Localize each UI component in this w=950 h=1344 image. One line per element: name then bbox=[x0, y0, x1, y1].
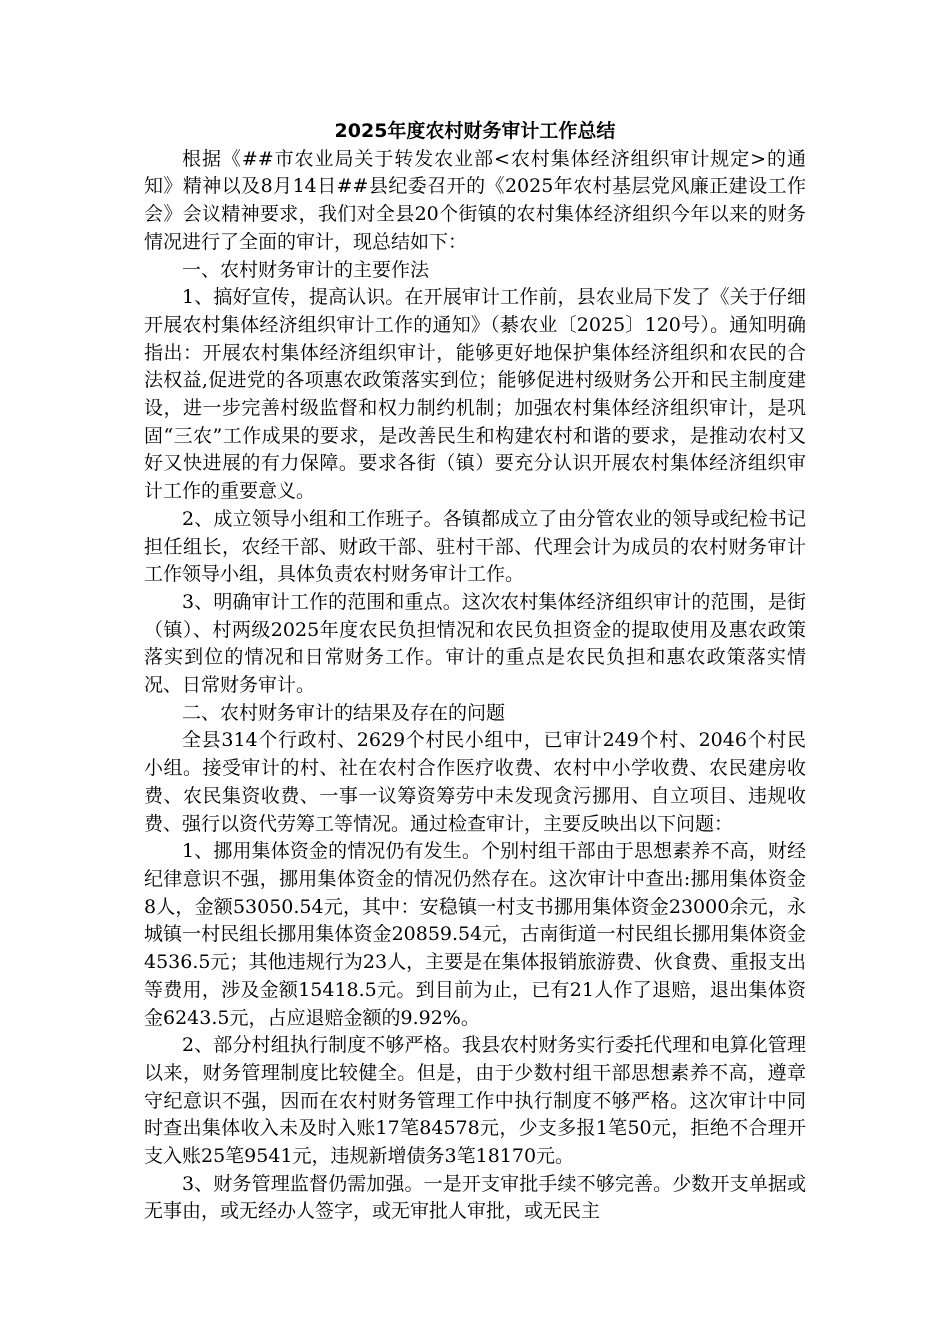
document-body bbox=[144, 118, 806, 1226]
intro-paragraph: 根据《##市农业局关于转发农业部<农村集体经济组织审计规定>的通知》精神以及8月14日##县纪委召开的《2025年农村基层党风廉正建设工作会》会议精神要求，我们对全县20个街镇的农村集体经济组织今年以来的财务情况进行了全面的审计，现总结如下： bbox=[144, 147, 806, 253]
paragraph-audit-results: 全县314个行政村、2629个村民小组中，已审计249个村、2046个村民小组。接受审计的村、社在农村合作医疗收费、农村中小学收费、农民建房收费、农民集资收费、一事一议筹资筹劳中未发现贪污挪用、自立项目、违规收费、强行以资代劳筹工等情况。通过检查审计，主要反映出以下问题： bbox=[144, 729, 806, 835]
paragraph-financial-supervision: 3、财务管理监督仍需加强。一是开支审批手续不够完善。少数开支单据或无事由，或无经办人签字，或无审批人审批，或无民主 bbox=[144, 1172, 806, 1223]
paragraph-audit-scope: 3、明确审计工作的范围和重点。这次农村集体经济组织审计的范围，是街（镇）、村两级2025年度农民负担情况和农民负担资金的提取使用及惠农政策落实到位的情况和日常财务工作。审计的重点是农民负担和惠农政策落实情况、日常财务审计。 bbox=[144, 590, 806, 697]
document-title: 2025年度农村财务审计工作总结 bbox=[334, 120, 616, 142]
section-heading-1: 一、农村财务审计的主要作法 bbox=[182, 258, 430, 281]
paragraph-leadership-group: 2、成立领导小组和工作班子。各镇都成立了由分管农业的领导或纪检书记担任组长，农经干部、财政干部、驻村干部、代理会计为成员的农村财务审计工作领导小组，具体负责农村财务审计工作。 bbox=[144, 507, 806, 586]
section-heading-2: 二、农村财务审计的结果及存在的问题 bbox=[182, 701, 506, 724]
paragraph-publicity: 1、搞好宣传，提高认识。在开展审计工作前，县农业局下发了《关于仔细开展农村集体经济组织审计工作的通知》（綦农业〔2025〕120号）。通知明确指出：开展农村集体经济组织审计，能够更好地保护集体经济组织和农民的合法权益,促进党的各项惠农政策落实到位；能够促进村级财务公开和民主制度建设，进一步完善村级监督和权力制约机制；加强农村集体经济组织审计，是巩固“三农”工作成果的要求，是改善民生和构建农村和谐的要求，是推动农村又好又快进展的有力保障。要求各街（镇）要充分认识开展农村集体经济组织审计工作的重要意义。 bbox=[144, 286, 806, 503]
paragraph-misappropriation: 1、挪用集体资金的情况仍有发生。个别村组干部由于思想素养不高，财经纪律意识不强，挪用集体资金的情况仍然存在。这次审计中查出:挪用集体资金8人，金额53050.54元，其中：安稳镇一村支书挪用集体资金23000余元，永城镇一村民组长挪用集体资金20859.54元，古南街道一村民组长挪用集体资金4536.5元；其他违规行为23人，主要是在集体报销旅游费、伙食费、重报支出等费用，涉及金额15418.5元。到目前为止，已有21人作了退赔，退出集体资金6243.5元，占应退赔金额的9.92%。 bbox=[144, 840, 806, 1029]
paragraph-system-enforcement: 2、部分村组执行制度不够严格。我县农村财务实行委托代理和电算化管理以来，财务管理制度比较健全。但是，由于少数村组干部思想素养不高，遵章守纪意识不强，因而在农村财务管理工作中执行制度不够严格。这次审计中同时查出集体收入未及时入账17笔84578元，少支多报1笔50元，拒绝不合理开支入账25笔9541元，违规新增债务3笔18170元。 bbox=[144, 1034, 806, 1168]
